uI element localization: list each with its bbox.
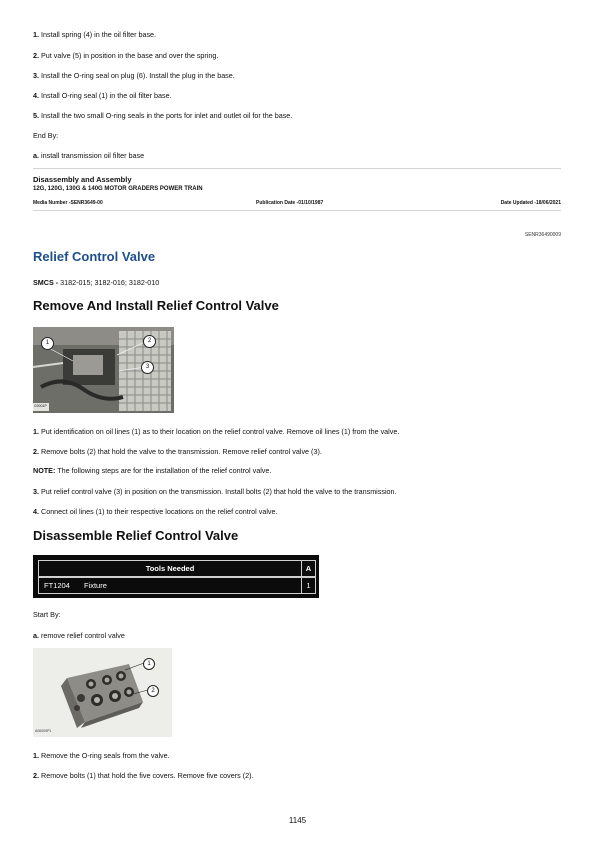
doc-code: SENR36490009: [524, 232, 561, 238]
step-1-install-spring: 1. Install spring (4) in the oil filter base.: [33, 30, 157, 39]
callout-1: 1: [41, 337, 54, 350]
callout-3: 3: [141, 361, 154, 374]
divider: [33, 168, 561, 169]
end-by-item: a. install transmission oil filter base: [33, 151, 145, 160]
remove-step-2: 2. Remove bolts (2) that hold the valve to the transmission. Remove relief control valve (3).: [33, 447, 322, 456]
step-3-install-o-ring: 3. Install the O-ring seal on plug (6). Install the plug in the base.: [33, 71, 235, 80]
installation-note: NOTE: The following steps are for the installation of the relief control valve.: [33, 466, 272, 475]
callout-2: 2: [143, 335, 156, 348]
doc-header-subtitle: 12G, 120G, 130G & 140G MOTOR GRADERS POWER TRAIN: [33, 186, 203, 192]
step-2-put-valve: 2. Put valve (5) in position in the base and over the spring.: [33, 51, 219, 60]
date-updated: Date Updated -18/06/2021: [500, 200, 561, 206]
remove-install-heading: Remove And Install Relief Control Valve: [33, 298, 279, 313]
relief-valve-installed-photo: [33, 327, 174, 413]
figure-caption: G0001P: [34, 404, 47, 408]
step-5-install-small-seals: 5. Install the two small O-ring seals in the ports for inlet and outlet oil for the base.: [33, 111, 293, 120]
tools-col-a: A: [301, 560, 316, 577]
doc-header-title: Disassembly and Assembly: [33, 175, 132, 184]
step-4-install-o-ring-seal: 4. Install O-ring seal (1) in the oil filter base.: [33, 91, 172, 100]
start-by-item: a. remove relief control valve: [33, 631, 125, 640]
relief-valve-disassembly-photo: [33, 648, 172, 737]
remove-step-1: 1. Put identification on oil lines (1) as to their location on the relief control valve. Remove oil lines (1) from the valve.: [33, 427, 400, 436]
disassemble-step-1: 1. Remove the O-ring seals from the valve.: [33, 751, 170, 760]
tools-needed-table: [33, 555, 319, 598]
tool-part-number: FT1204: [44, 581, 70, 590]
install-step-4: 4. Connect oil lines (1) to their respective locations on the relief control valve.: [33, 507, 278, 516]
end-by-label: End By:: [33, 131, 59, 140]
smcs-line: SMCS - 3182-015; 3182-016; 3182-010: [33, 278, 160, 287]
tools-needed-header: Tools Needed: [38, 560, 302, 577]
section-title: Relief Control Valve: [33, 249, 156, 264]
tools-row: [38, 577, 302, 594]
install-step-3: 3. Put relief control valve (3) in position on the transmission. Install bolts (2) that hold the valve to the transmission.: [33, 487, 397, 496]
disassemble-heading: Disassemble Relief Control Valve: [33, 528, 239, 543]
tool-name: Fixture: [83, 581, 107, 590]
divider: [33, 210, 561, 211]
media-number: Media Number -SENR3649-00: [33, 200, 103, 206]
start-by-label: Start By:: [33, 610, 61, 619]
callout-1: 1: [143, 658, 155, 670]
callout-2: 2: [147, 685, 159, 697]
page-number: 1145: [288, 816, 307, 825]
figure-caption: A00009P1: [35, 729, 52, 733]
tool-quantity: 1: [301, 577, 316, 594]
publication-date: Publication Date -01/10/1987: [256, 200, 324, 206]
disassemble-step-2: 2. Remove bolts (1) that hold the five covers. Remove five covers (2).: [33, 771, 254, 780]
